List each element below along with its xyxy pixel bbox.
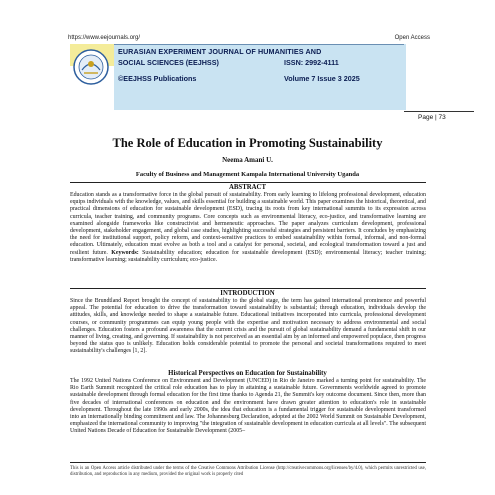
keywords-label: Keywords:	[111, 249, 139, 256]
header-rule	[114, 44, 404, 45]
abstract-body: Education stands as a transformative force in the global pursuit of sustainability. From early learning to lifelong professional development, education equips individuals with the knowledge, values, and skills essential for building a sustainable world. This paper examines the historical, theoretical, and practical dimensions of education for sustainable development (ESD), tracing its roots from key international summits to its expression across curricula, teacher training, and community programs. Core concepts such as environmental literacy, eco-justice, and transformative learning are examined alongside frameworks like constructivist and hermeneutic approaches. The paper analyzes curriculum development, professional development, stakeholder engagement, and global case studies, highlighting successful strategies and persistent barriers. It concludes by emphasizing the need for institutional support, policy reform, and context-sensitive practices to embed sustainability within formal, informal, and non-formal education. Ultimately, education must evolve as both a tool and a catalyst for personal, societal, and ecological transformation toward a just and resilient future.	[70, 192, 426, 256]
divider	[70, 288, 426, 289]
historical-text: The 1992 United Nations Conference on Environment and Development (UNCED) in Rio de Janeiro marked a turning point for sustainability. The Rio Earth Summit recognized the critical role education has to play in attaining a sustainable future. Governments worldwide agreed to promote sustainable development through formal education for the first time thanks to Agenda 21, the Summit's key outcome document. Since then, more than five decades of international conferences on education and the environment have drawn greater attention to education's role in sustainable development. Throughout the late 1990s and early 2000s, the idea that education is a fundamental trigger for sustainable development transformed into an internationally binding commitment and law. The Johannesburg Declaration, adopted at the 2002 World Summit on Sustainable Development, emphasized the international community to improving "the integration of sustainable development in education curricula at all levels". The subsequent United Nations Decade of Education for Sustainable Development (2005–	[70, 378, 426, 435]
article-affiliation: Faculty of Business and Management Kampala International University Uganda	[135, 171, 360, 178]
introduction-text: Since the Brundtland Report brought the concept of sustainability to the global stage, the term has gained international prominence and powerful appeal. The potential for education to drive the transformation toward sustainability is substantial; through education, individuals develop the attitudes, skills, and knowledge needed to shape a sustainable future. Educational initiatives incorporated into curricula, professional development courses, or community programmes can equip young people with the expertise and motivation necessary to address environmental and social challenges. Education fosters a profound awareness that the current crisis and the pursuit of global sustainability demand a fundamental shift in our manner of living, creating, and governing. If sustainability is not perceived as an essential aim by an informed and empowered populace, then progress beyond the status quo is unlikely. Education holds considerable potential to promote the personal and societal transformations required to meet sustainability's challenges [1, 2].	[70, 298, 426, 355]
divider	[70, 182, 426, 183]
top-bar	[68, 35, 430, 43]
journal-volume-issue: Volume 7 Issue 3 2025	[284, 74, 360, 83]
license-footer: This is an Open Access article distributed under the terms of the Creative Commons Attribution License (http://creativecommons.org/licenses/by/4.0), which permits unrestricted use, distribution, and reproduction in any medium, provided the original work is properly cited	[70, 466, 426, 477]
footer-divider	[70, 462, 426, 463]
journal-url-link[interactable]: https://www.eejournals.org/	[68, 35, 141, 41]
journal-publisher: ©EEJHSS Publications	[118, 74, 197, 83]
page-rule	[404, 111, 474, 112]
abstract-heading: ABSTRACT	[228, 184, 266, 191]
journal-name-line2: SOCIAL SCIENCES (EEJHSS)	[118, 58, 219, 67]
journal-logo-icon	[72, 48, 110, 86]
header-main	[114, 44, 406, 110]
article-title: The Role of Education in Promoting Sustainability	[112, 136, 383, 150]
page-number: Page | 73	[418, 114, 446, 121]
historical-heading: Historical Perspectives on Education for Sustainability	[168, 370, 327, 377]
abstract-text	[70, 192, 426, 264]
introduction-heading: INTRODUCTION	[220, 290, 275, 297]
keywords-text: Sustainability education; education for sustainable development (ESD); environmental literacy; teacher training; transformative learning; sustainability curriculum; eco-justice.	[70, 249, 426, 263]
open-access-label: Open Access	[394, 35, 430, 41]
article-author: Neema Amani U.	[222, 156, 273, 164]
journal-issn: ISSN: 2992-4111	[284, 58, 339, 67]
journal-name-line1: EURASIAN EXPERIMENT JOURNAL OF HUMANITIES AND	[118, 47, 322, 56]
journal-header	[70, 44, 406, 110]
